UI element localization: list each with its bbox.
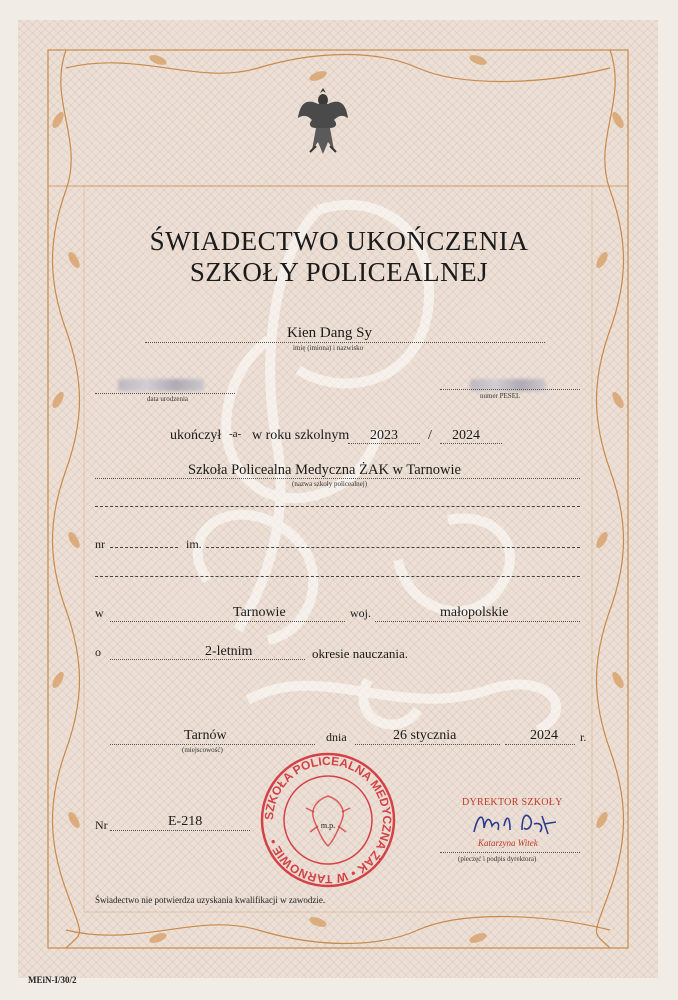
director-name: Katarzyna Witek [478,838,538,848]
title-line-1: ŚWIADECTWO UKOŃCZENIA [149,226,529,256]
place-line [110,744,315,745]
birth-date-redacted [118,379,204,391]
place-caption: (miejscowość) [182,746,223,754]
director-title: DYREKTOR SZKOŁY [462,797,563,808]
title-line-2: SZKOŁY POLICEALNEJ [189,257,489,287]
duration-suffix: okresie nauczania. [312,646,409,661]
number-line [110,830,250,831]
signature-line [440,852,580,853]
o-label: o [95,645,101,659]
birth-line [95,393,235,394]
school-caption: (nazwa szkoły policealnej) [292,480,368,488]
number-label: Nr [95,818,108,832]
name-line [145,342,545,343]
nr-line [110,547,178,548]
year-separator: / [428,428,432,443]
gender-mark: -a- [229,428,242,440]
city-line [110,621,345,622]
city: Tarnowie [233,605,286,620]
footer-note: Świadectwo nie potwierdza uzyskania kwalifikacji w zawodzie. [95,895,326,905]
voivodeship: małopolskie [440,605,509,620]
school-line [95,478,580,479]
year-start: 2023 [370,428,398,443]
year-end: 2024 [452,428,480,443]
stamp-center-text: m.p. [320,821,336,830]
voivodeship-line [375,621,580,622]
date-line [355,744,500,745]
woj-label: woj. [350,606,371,620]
name-caption: imię (imiona) i nazwisko [293,344,364,352]
form-code: MEiN-I/30/2 [28,975,77,985]
signature-caption: (pieczęć i podpis dyrektora) [458,855,537,863]
stamp-ring-text: SZKOŁA POLICEALNA MEDYCZNA ŻAK • W TARNOWIE • [261,753,395,887]
duration-line [110,659,305,660]
student-name: Kien Dang Sy [287,325,372,341]
im-line [206,547,580,548]
pesel-caption: numer PESEL [480,392,521,400]
r-label: r. [580,730,587,744]
issue-year: 2024 [530,728,558,743]
year-line [505,744,575,745]
pesel-line [440,389,580,390]
finished-label: ukończył [170,428,222,443]
signature-icon [470,808,565,838]
w-label: w [95,606,104,620]
year-end-line [440,443,502,444]
school-year-label: w roku szkolnym [252,428,350,443]
issue-day-month: 26 stycznia [393,728,457,743]
dnia-label: dnia [326,730,347,744]
polish-eagle-icon [296,84,350,158]
place: Tarnów [184,728,227,743]
year-start-line [348,443,420,444]
nr-label: nr [95,537,105,551]
school-line-2 [95,506,580,507]
im-line-2 [95,576,580,577]
birth-caption: data urodzenia [147,395,189,403]
im-label: im. [186,537,202,551]
certificate-number: E-218 [168,814,203,829]
school-name: Szkoła Policealna Medyczna ŻAK w Tarnowie [188,462,461,478]
duration: 2-letnim [205,644,253,659]
round-stamp-icon [258,750,398,890]
